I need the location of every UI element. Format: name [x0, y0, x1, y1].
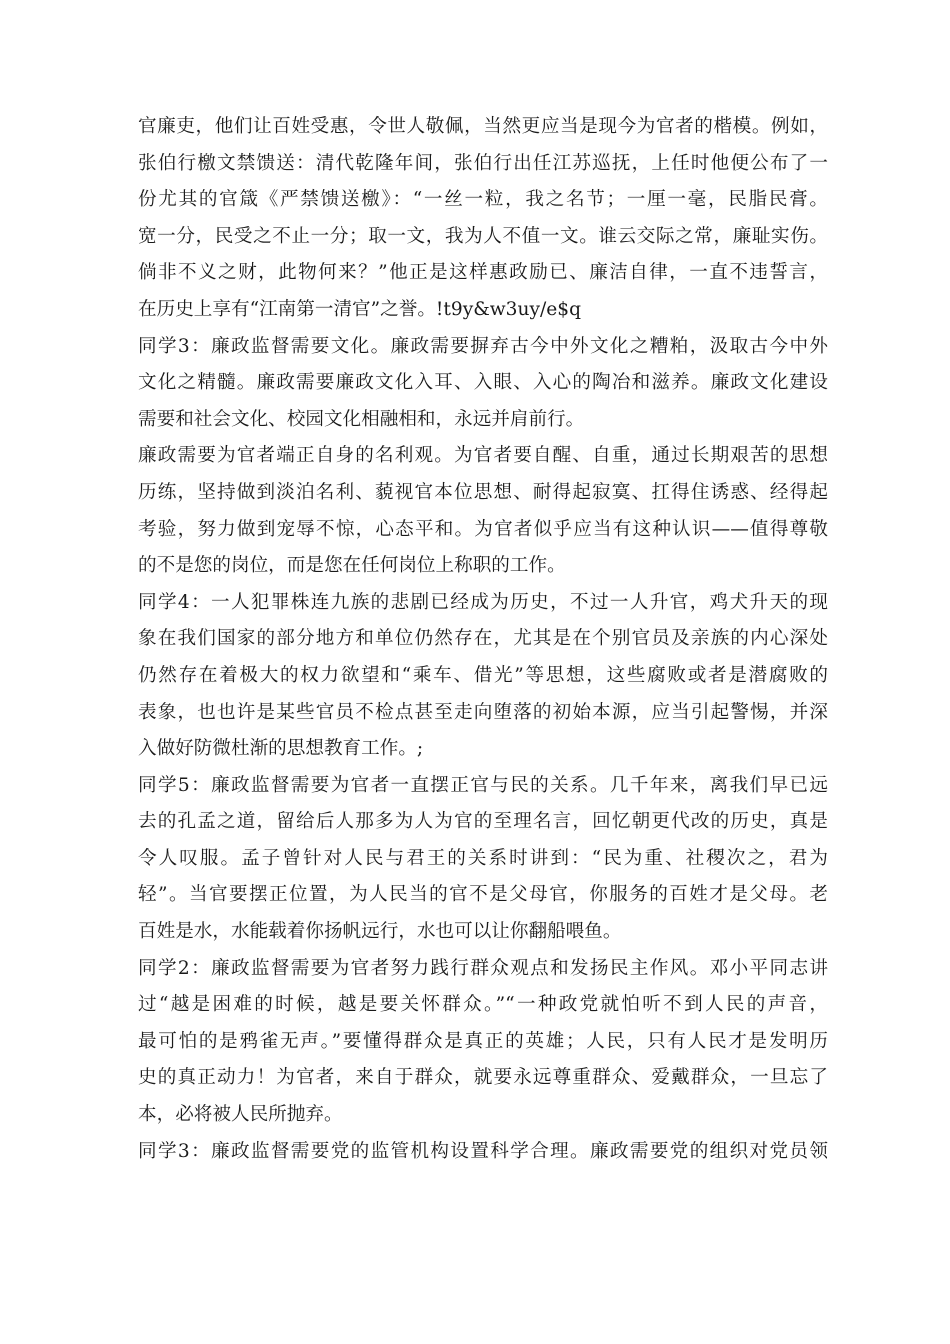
text-line: 史的真正动力！为官者，来自于群众，就要永远尊重群众、爱戴群众，一旦忘了 [138, 1067, 828, 1089]
text-line: 去的孔孟之道，留给后人那多为人为官的至理名言，回忆朝更代改的历史，真是 [138, 811, 828, 833]
text-line: 百姓是水，水能载着你扬帆远行，水也可以让你翻船喂鱼。 [138, 921, 622, 943]
text-line: 令人叹服。孟子曾针对人民与君王的关系时讲到：“民为重、社稷次之，君为 [138, 847, 828, 869]
text-line: 需要和社会文化、校园文化相融相和，永远并肩前行。 [138, 408, 585, 430]
text-line: 张伯行檄文禁馈送：清代乾隆年间，张伯行出任江苏巡抚，上任时他便公布了一 [138, 152, 828, 174]
text-line: 倘非不义之财，此物何来？”他正是这样惠政励已、廉洁自律，一直不违誓言， [138, 262, 828, 284]
text-line: 同学3：廉政监督需要党的监管机构设置科学合理。廉政需要党的组织对党员领 [138, 1140, 828, 1162]
text-line: 同学2：廉政监督需要为官者努力践行群众观点和发扬民主作风。邓小平同志讲 [138, 957, 828, 979]
text-line: 宽一分，民受之不止一分；取一文，我为人不值一文。谁云交际之常，廉耻实伤。 [138, 225, 828, 247]
text-line: 考验，努力做到宠辱不惊，心态平和。为官者似乎应当有这种认识——值得尊敬 [138, 518, 828, 540]
text-line: 象在我们国家的部分地方和单位仍然存在，尤其是在个别官员及亲族的内心深处 [138, 628, 828, 650]
text-line: 同学5：廉政监督需要为官者一直摆正官与民的关系。几千年来，离我们早已远 [138, 774, 828, 796]
text-line: 表象，也也许是某些官员不检点甚至走向堕落的初始本源，应当引起警惕，并深 [138, 701, 828, 723]
text-line: 历练，坚持做到淡泊名利、藐视官本位思想、耐得起寂寞、扛得住诱惑、经得起 [138, 481, 828, 503]
text-line: 在历史上享有“江南第一清官”之誉。!t9y&w3uy/e$q [138, 298, 581, 320]
text-line: 入做好防微杜渐的思想教育工作。; [138, 738, 424, 760]
text-line: 文化之精髓。廉政需要廉政文化入耳、入眼、入心的陶冶和滋养。廉政文化建设 [138, 372, 828, 394]
text-line: 份尤其的官箴《严禁馈送檄》：“一丝一粒，我之名节；一厘一毫，民脂民膏。 [138, 189, 828, 211]
document-body [138, 109, 828, 1170]
text-line: 同学4：一人犯罪株连九族的悲剧已经成为历史，不过一人升官，鸡犬升天的现 [138, 591, 828, 613]
text-line: 过“越是困难的时候，越是要关怀群众。”“一种政党就怕听不到人民的声音， [138, 994, 828, 1016]
text-line: 最可怕的是鸦雀无声。”要懂得群众是真正的英雄；人民，只有人民才是发明历 [138, 1030, 828, 1052]
text-line: 轻”。当官要摆正位置，为人民当的官不是父母官，你服务的百姓才是父母。老 [138, 884, 828, 906]
text-line: 仍然存在着极大的权力欲望和“乘车、借光”等思想，这些腐败或者是潜腐败的 [138, 664, 828, 686]
text-line: 本，必将被人民所抛弃。 [138, 1104, 343, 1126]
text-line: 同学3：廉政监督需要文化。廉政需要摒弃古今中外文化之糟粕，汲取古今中外 [138, 335, 828, 357]
text-line: 官廉吏，他们让百姓受惠，令世人敬佩，当然更应当是现今为官者的楷模。例如， [138, 116, 828, 137]
text-line: 廉政需要为官者端正自身的名利观。为官者要自醒、自重，通过长期艰苦的思想 [138, 445, 828, 467]
text-line: 的不是您的岗位，而是您在任何岗位上称职的工作。 [138, 555, 566, 577]
